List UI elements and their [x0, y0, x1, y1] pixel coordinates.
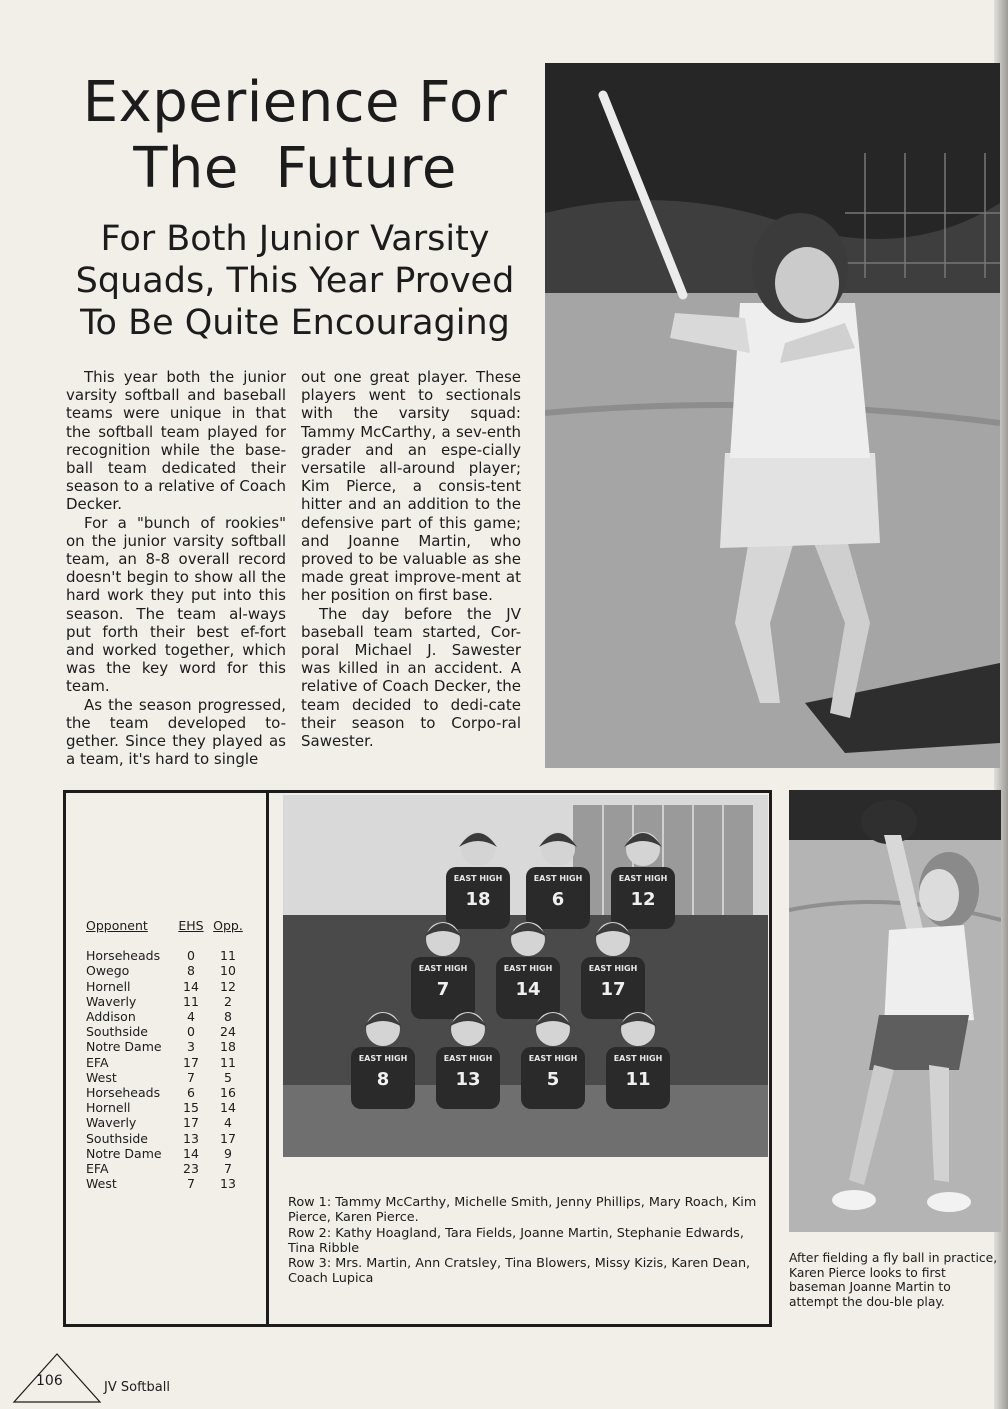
- ehs-score-cell: 7: [187, 1176, 195, 1192]
- jersey-number: 8: [376, 1069, 390, 1090]
- table-row: [86, 1115, 256, 1130]
- opp-score-cell: 10: [220, 963, 236, 979]
- opponent-cell: Addison: [86, 1009, 136, 1025]
- opponent-cell: Horseheads: [86, 948, 161, 964]
- article-paragraph: For a "bunch of rookies" on the junior varsity softball team, an 8-8 overall record doesn't begin to show all the hard work they put into this season. The team al-ways put forth their best ef-fort and worked together, which was the key word for this team.: [66, 513, 286, 696]
- roster-row-2: Row 2: Kathy Hoagland, Tara Fields, Joanne Martin, Stephanie Edwards, Tina Ribble: [288, 1225, 744, 1256]
- table-row: [86, 948, 256, 963]
- ehs-score-cell: 13: [183, 1130, 199, 1146]
- table-row: [86, 1039, 256, 1054]
- opp-score-cell: 24: [220, 1024, 236, 1040]
- team-illustration: [283, 795, 768, 1157]
- column-header-opp: Opp.: [213, 918, 243, 933]
- ehs-score-cell: 15: [183, 1100, 199, 1116]
- opponent-cell: Owego: [86, 963, 130, 979]
- table-row: [86, 1146, 256, 1161]
- article-column-1: [66, 368, 286, 768]
- opponent-cell: Hornell: [86, 1100, 131, 1116]
- opponent-cell: Horseheads: [86, 1085, 161, 1101]
- table-row: [86, 1024, 256, 1039]
- jersey-lettering: EAST HIGH: [358, 1054, 408, 1063]
- opponent-cell: Southside: [86, 1130, 148, 1146]
- article-paragraph: out one great player. These players went to sectionals with the varsity squad: Tammy McCarthy, a sev-enth grader and an espe-cially versatile all-around player; Kim Pierce, a consis-tent hitter and an addition to the defensive part of this game; and Joanne Martin, who proved to be valuable as she made great improve-ment at her position on first base.: [301, 368, 521, 605]
- opponent-cell: Southside: [86, 1024, 148, 1040]
- scores-body: [86, 948, 256, 1191]
- opp-score-cell: 9: [224, 1145, 232, 1161]
- fielder-photo: [789, 790, 1001, 1232]
- subtitle-line-2: Squads, This Year Proved: [75, 261, 515, 301]
- jersey-lettering: EAST HIGH: [613, 1054, 663, 1063]
- ehs-score-cell: 14: [183, 1145, 199, 1161]
- subtitle-line-3: To Be Quite Encouraging: [80, 303, 510, 343]
- ehs-score-cell: 8: [187, 963, 195, 979]
- ehs-score-cell: 17: [183, 1054, 199, 1070]
- subtitle-line-1: For Both Junior Varsity: [100, 219, 490, 259]
- opponent-cell: West: [86, 1176, 117, 1192]
- opp-score-cell: 5: [224, 1069, 232, 1085]
- roster-row-1: Row 1: Tammy McCarthy, Michelle Smith, Jenny Phillips, Mary Roach, Kim Pierce, Karen Pierce.: [288, 1195, 757, 1226]
- ehs-score-cell: 7: [187, 1069, 195, 1085]
- table-row: [86, 1131, 256, 1146]
- ehs-score-cell: 6: [187, 1085, 195, 1101]
- ehs-score-cell: 17: [183, 1115, 199, 1131]
- opp-score-cell: 14: [220, 1100, 236, 1116]
- team-photo: [283, 795, 768, 1157]
- jersey-number: 6: [551, 889, 565, 910]
- opponent-cell: EFA: [86, 1054, 109, 1070]
- opp-score-cell: 4: [224, 1115, 232, 1131]
- jersey-number: 12: [630, 889, 656, 910]
- opponent-cell: Hornell: [86, 978, 131, 994]
- roster-row-3: Row 3: Mrs. Martin, Ann Cratsley, Tina Blowers, Missy Kizis, Karen Dean, Coach Lupica: [288, 1256, 751, 1287]
- jersey-number: 5: [546, 1069, 560, 1090]
- opp-score-cell: 17: [220, 1130, 236, 1146]
- table-row: [86, 1100, 256, 1115]
- opp-score-cell: 7: [224, 1161, 232, 1177]
- jersey-number: 11: [625, 1069, 651, 1090]
- title-line-1: Experience For: [82, 70, 508, 135]
- opponent-cell: Waverly: [86, 1115, 137, 1131]
- fielder-illustration: [789, 790, 1001, 1232]
- opponent-cell: Notre Dame: [86, 1145, 162, 1161]
- opponent-cell: Notre Dame: [86, 1039, 162, 1055]
- jersey-number: 18: [465, 889, 491, 910]
- fielder-photo-caption: [789, 1251, 1001, 1309]
- column-header-opponent: Opponent: [86, 918, 148, 933]
- ehs-score-cell: 0: [187, 948, 195, 964]
- opp-score-cell: 13: [220, 1176, 236, 1192]
- table-row: [86, 963, 256, 978]
- table-row: [86, 1055, 256, 1070]
- opp-score-cell: 18: [220, 1039, 236, 1055]
- jersey-lettering: EAST HIGH: [443, 1054, 493, 1063]
- ehs-score-cell: 0: [187, 1024, 195, 1040]
- table-row: [86, 979, 256, 994]
- jersey-number: 14: [515, 979, 541, 1000]
- ehs-score-cell: 23: [183, 1161, 199, 1177]
- opponent-cell: West: [86, 1069, 117, 1085]
- article-column-2: [301, 368, 521, 750]
- article-paragraph: As the season progressed, the team developed to-gether. Since they played as a team, it's hard to single: [66, 695, 286, 769]
- jersey-lettering: EAST HIGH: [503, 964, 553, 973]
- table-row: [86, 1009, 256, 1024]
- jersey-number: 13: [455, 1069, 481, 1090]
- article-paragraph: This year both the junior varsity softball and baseball teams were unique in that the softball team played for recognition while the base-ball team dedicated their season to a relative of Coach Decker.: [66, 368, 286, 514]
- opp-score-cell: 11: [220, 948, 236, 964]
- column-header-ehs: EHS: [178, 918, 204, 933]
- opp-score-cell: 16: [220, 1085, 236, 1101]
- table-row: [86, 1070, 256, 1085]
- ehs-score-cell: 11: [183, 993, 199, 1009]
- jersey-number: 7: [436, 979, 450, 1000]
- opponent-cell: Waverly: [86, 993, 137, 1009]
- scores-header: [86, 918, 256, 933]
- opp-score-cell: 11: [220, 1054, 236, 1070]
- opp-score-cell: 2: [224, 993, 232, 1009]
- opp-score-cell: 12: [220, 978, 236, 994]
- jersey-lettering: EAST HIGH: [528, 1054, 578, 1063]
- article-paragraph: The day before the JV baseball team started, Cor-poral Michael J. Sawester was killed in an accident. A relative of Coach Decker, the team decided to dedi-cate their season to Corpo-ral Sawester.: [301, 604, 521, 751]
- jersey-lettering: EAST HIGH: [588, 964, 638, 973]
- batter-illustration: [545, 63, 1000, 768]
- table-row: [86, 1176, 256, 1191]
- jersey-lettering: EAST HIGH: [618, 874, 668, 883]
- table-row: [86, 1161, 256, 1176]
- ehs-score-cell: 3: [187, 1039, 195, 1055]
- jersey-number: 17: [600, 979, 626, 1000]
- ehs-score-cell: 14: [183, 978, 199, 994]
- page-number: 106: [36, 1373, 63, 1389]
- table-row: [86, 994, 256, 1009]
- title-line-2: The Future: [133, 136, 457, 201]
- batter-photo: [545, 63, 1000, 768]
- season-scores-table: [86, 918, 256, 1191]
- section-label: JV Softball: [104, 1380, 170, 1395]
- caption-text: After fielding a fly ball in practice, Karen Pierce looks to first baseman Joanne Martin to attempt the dou-ble play.: [789, 1251, 998, 1309]
- box-divider: [266, 793, 269, 1324]
- ehs-score-cell: 4: [187, 1009, 195, 1025]
- team-roster-caption: [288, 1195, 758, 1287]
- opponent-cell: EFA: [86, 1161, 109, 1177]
- opp-score-cell: 8: [224, 1009, 232, 1025]
- page-subtitle: [60, 218, 530, 344]
- jersey-lettering: EAST HIGH: [418, 964, 468, 973]
- jersey-lettering: EAST HIGH: [533, 874, 583, 883]
- page-title: [60, 70, 530, 202]
- jersey-lettering: EAST HIGH: [453, 874, 503, 883]
- table-row: [86, 1085, 256, 1100]
